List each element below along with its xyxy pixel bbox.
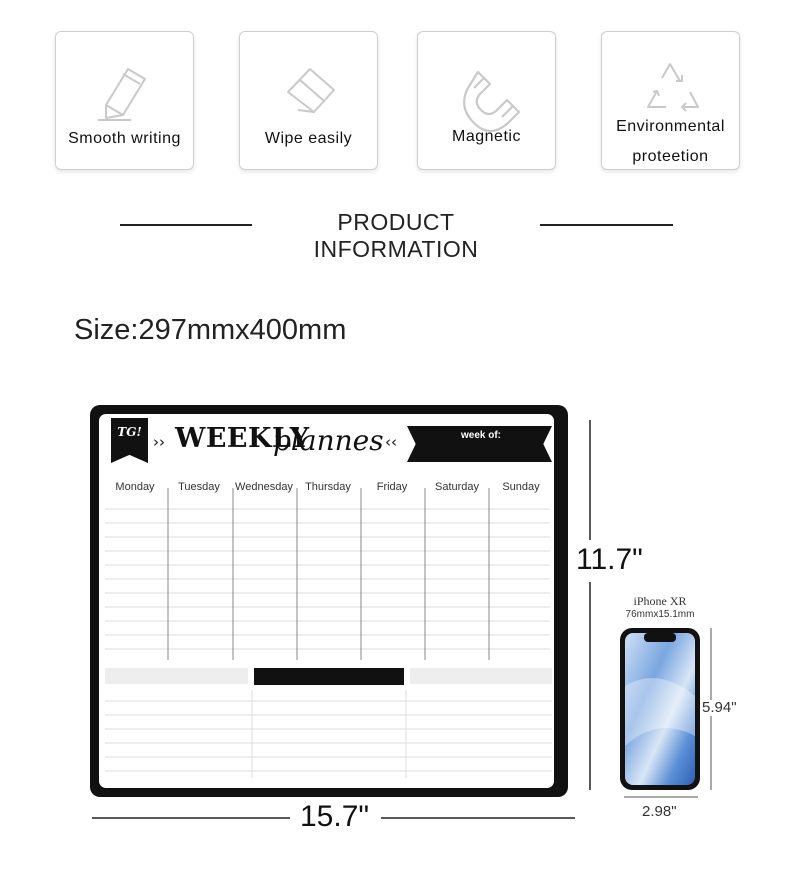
day-thursday: Thursday [305,481,351,493]
phone-width-dimension: 2.98" [642,803,677,820]
chevron-right-icon: ‹‹ [385,433,397,451]
day-friday: Friday [376,481,408,493]
phone-size: 76mmx15.1mm [625,609,695,620]
chevron-left-icon: ›› [153,433,165,451]
height-dimension: 11.7" [576,543,643,576]
day-monday: Monday [115,481,155,493]
day-sunday: Sunday [502,481,540,493]
planner-title-bold: WEEKLY [175,423,310,454]
feature-label-line2: proteetion [632,148,709,165]
day-tuesday: Tuesday [178,481,220,493]
planner-title-script: plannes [273,424,384,457]
section-heading: PRODUCT INFORMATION [313,209,479,262]
phone-image [618,626,702,792]
day-saturday: Saturday [434,481,480,493]
week-of-label: week of: [461,430,502,441]
phone-height-dimension: 5.94" [702,699,737,716]
width-dimension: 15.7" [300,800,370,833]
feature-label: Magnetic [452,128,521,145]
day-wednesday: Wednesday [235,481,293,493]
feature-label-line1: Environmental [616,118,725,135]
feature-label: Wipe easily [264,130,353,147]
phone-model: iPhone XR [633,594,687,608]
feature-label: Smooth writing [68,130,181,147]
size-label: Size:297mmx400mm [74,314,347,346]
phone-notch [644,633,676,642]
badge-text: TG! [117,425,142,439]
